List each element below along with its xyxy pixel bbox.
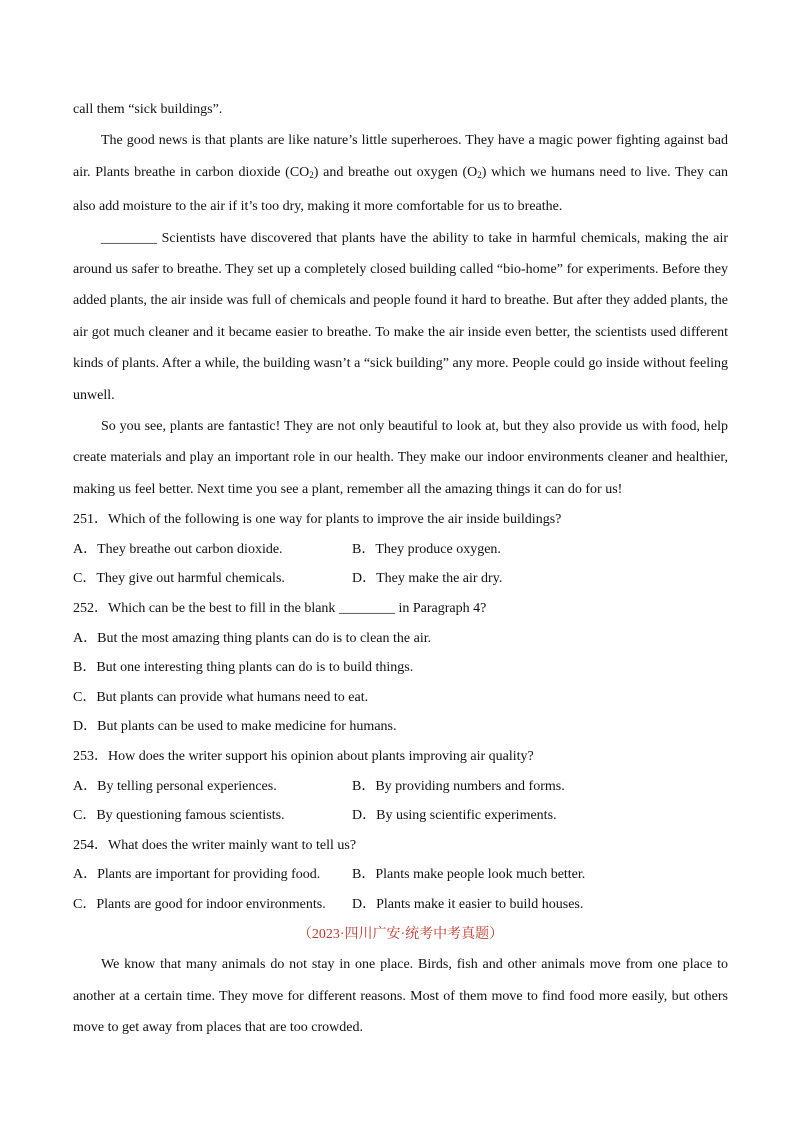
next-passage-paragraph: We know that many animals do not stay in one place. Birds, fish and other animals move from one place to another at a certain time. They move for different reasons. Most of them move to find food more easily, but others move to get away from places that are too crowded. (73, 957, 728, 1035)
option-c: C．But plants can provide what humans need to eat. (73, 689, 369, 705)
paragraph-text: ) and breathe out oxygen (O (313, 164, 478, 180)
subscript: 2 (309, 169, 314, 180)
subscript: 2 (477, 169, 482, 180)
option-d: D．But plants can be used to make medicine for humans. (73, 719, 397, 735)
option-a: A．By telling personal experiences. (73, 778, 277, 794)
question-text: 252．Which can be the best to fill in the blank (73, 601, 339, 617)
passage-paragraph-3 (73, 223, 728, 411)
option-row (73, 860, 728, 890)
paragraph-text: The good news is that plants are like nature’s little superheroes. They have a magic power fighting against bad air. Plants breathe in carbon dioxide (CO (73, 133, 728, 180)
passage-paragraph-2 (73, 125, 728, 222)
option-a: A．But the most amazing thing plants can do is to clean the air. (73, 630, 432, 646)
question-stem-252 (73, 594, 728, 624)
question-stem-253: 253．How does the writer support his opinion about plants improving air quality? (73, 749, 534, 765)
document-page (73, 94, 728, 1043)
paragraph-text: ) which we humans need to live. They can also add moisture to the air if it’s too dry, making it more comfortable for us to breathe. (73, 164, 728, 215)
question-text: in Paragraph 4? (394, 601, 487, 617)
option-b: B．They produce oxygen. (352, 541, 501, 557)
option-d: D．By using scientific experiments. (352, 808, 557, 824)
paragraph-text: Scientists have discovered that plants have the ability to take in harmful chemicals, making the air around us safer to breathe. They set up a completely closed building called “bio-home” for experiments. Before they added plants, the air inside was full of chemicals and people found it hard to breathe. But after they added plants, the air got much cleaner and it became easier to breathe. To make the air inside even better, the scientists used different kinds of plants. After a while, the building wasn’t a “sick building” any more. People could go inside without feeling unwell. (73, 230, 728, 403)
option-b: B．But one interesting thing plants can do is to build things. (73, 660, 414, 676)
option-row (73, 535, 728, 565)
question-stem-251: 251．Which of the following is one way for plants to improve the air inside buildings? (73, 512, 562, 528)
fill-in-blank: ________ (101, 230, 157, 246)
option-c: C．Plants are good for indoor environments. (73, 897, 326, 912)
source-label: （2023·四川广安·统考中考真题） (297, 926, 504, 942)
option-b: B．By providing numbers and forms. (352, 778, 565, 794)
option-d: D．Plants make it easier to build houses. (352, 897, 584, 912)
option-c: C．By questioning famous scientists. (73, 808, 285, 824)
option-row (73, 890, 728, 920)
option-a: A．They breathe out carbon dioxide. (73, 541, 283, 557)
passage-paragraph-4: So you see, plants are fantastic! They are not only beautiful to look at, but they also provide us with food, help create materials and play an important role in our health. They make our indoor environments cleaner and healthier, making us feel better. Next time you see a plant, remember all the amazing things it can do for us! (73, 419, 728, 497)
option-row (73, 564, 728, 594)
option-row (73, 801, 728, 831)
option-c: C．They give out harmful chemicals. (73, 571, 285, 587)
fill-in-blank: ________ (338, 601, 395, 617)
option-d: D．They make the air dry. (352, 571, 503, 587)
option-row (73, 772, 728, 802)
question-stem-254: 254．What does the writer mainly want to tell us? (73, 837, 357, 853)
option-a: A．Plants are important for providing food. (73, 867, 321, 883)
passage-paragraph-continuation: call them “sick buildings”. (73, 102, 223, 117)
option-b: B．Plants make people look much better. (352, 867, 586, 883)
